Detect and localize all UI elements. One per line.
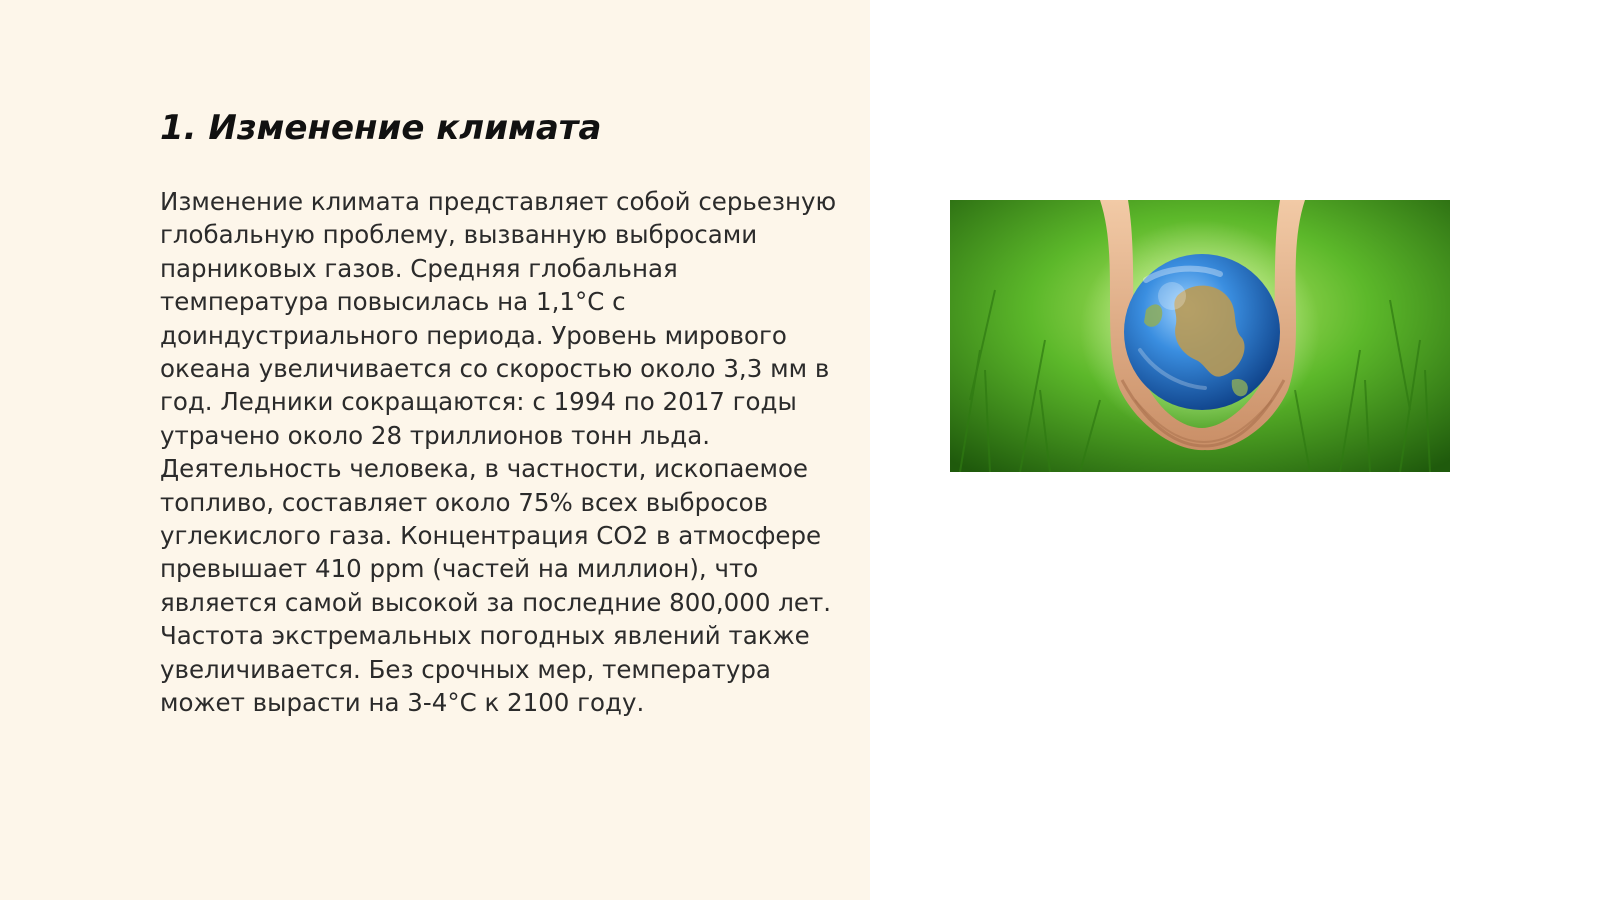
slide-body-text: Изменение климата представляет собой серьезную глобальную проблему, вызванную выбросами парниковых газов. Средняя глобальная температура повысилась на 1,1°C с доиндустриального периода. Уровень мирового океана увеличивается со скоростью около 3,3 мм в год. Ледники сокращаются: с 1994 по 2017 годы утрачено около 28 триллионов тонн льда. Деятельность человека, в частности, ископаемое топливо, составляет около 75% всех выбросов углекислого газа. Концентрация CO2 в атмосфере превышает 410 ppm (частей на миллион), что является самой высокой за последние 800,000 лет. Частота экстремальных погодных явлений также увеличивается. Без срочных мер, температура может вырасти на 3-4°C к 2100 году. xyxy=(160,187,837,718)
earth-globe xyxy=(1124,254,1280,410)
slide-title: 1. Изменение климата xyxy=(160,108,602,148)
earth-in-hands-illustration xyxy=(950,200,1450,472)
earth-in-hands-image xyxy=(950,200,1450,472)
